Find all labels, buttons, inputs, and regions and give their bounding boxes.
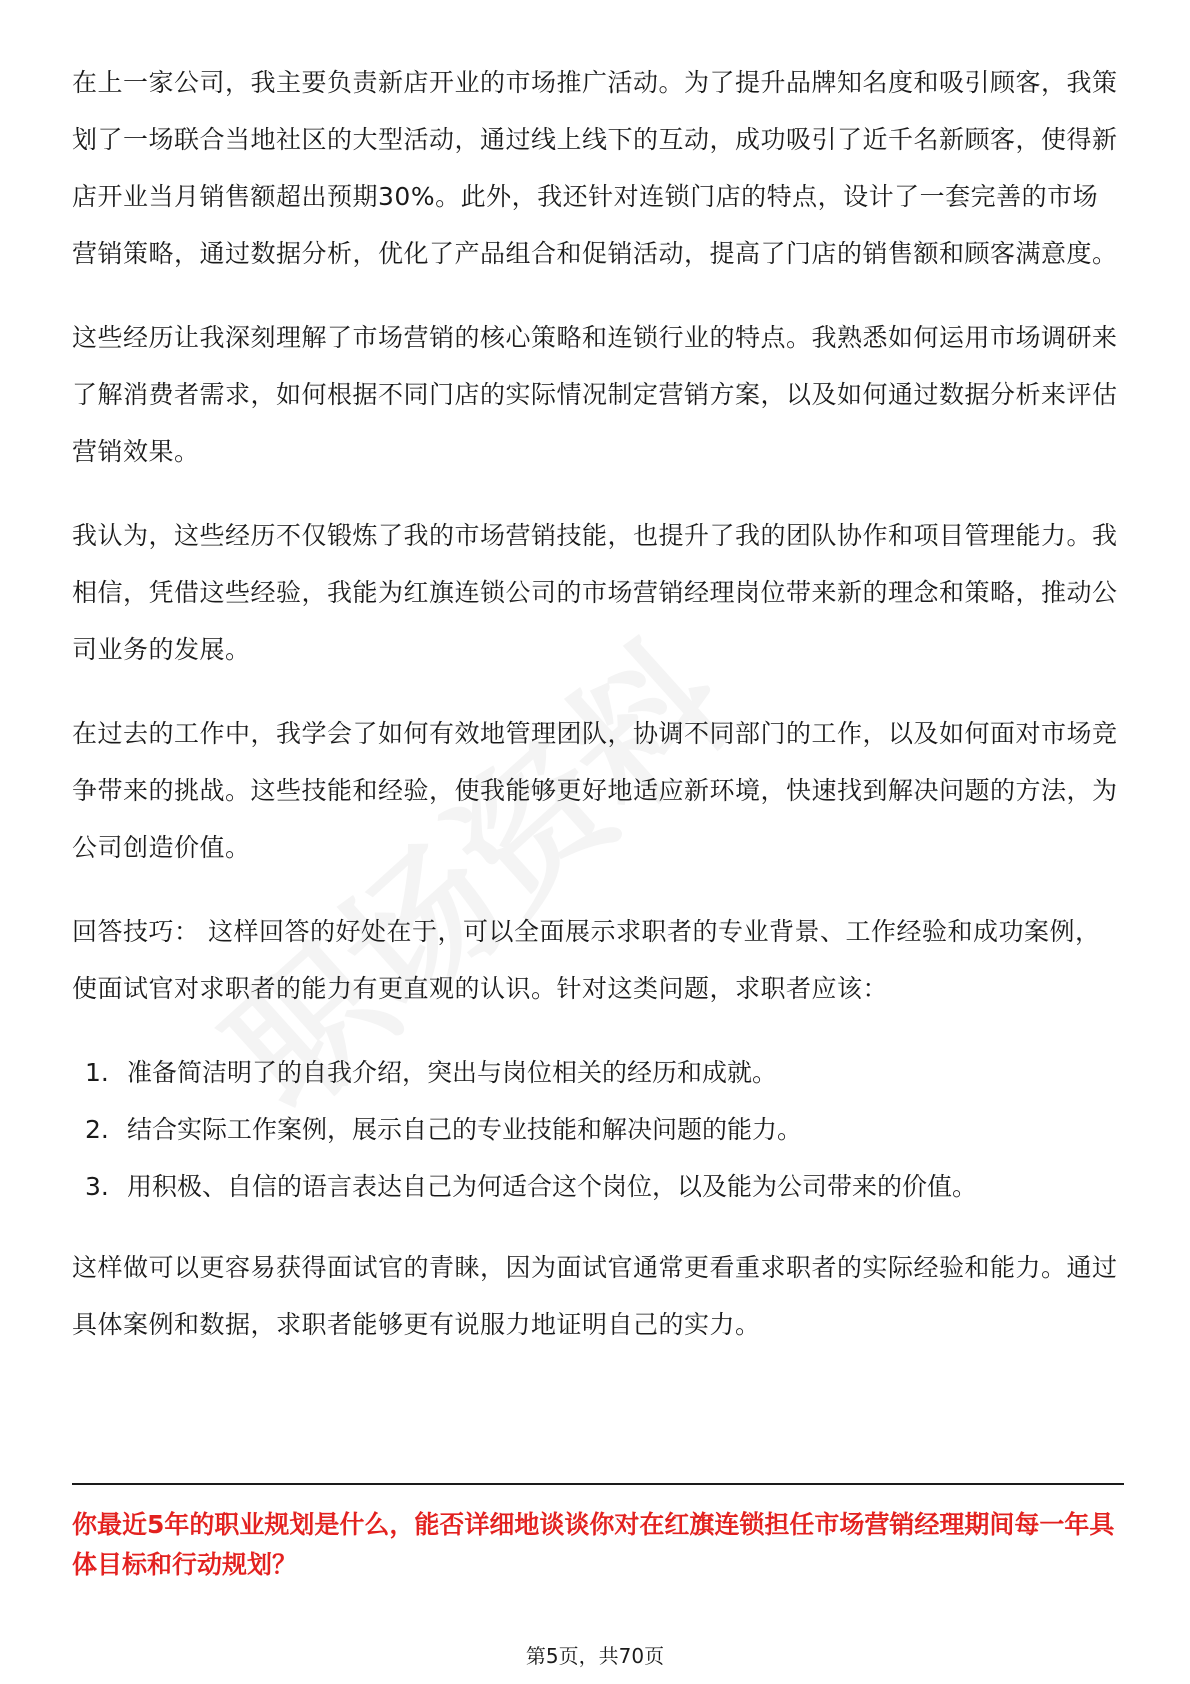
list-item-number: 3.: [85, 1172, 109, 1201]
section-divider: [72, 1483, 1124, 1485]
list-item-number: 1.: [85, 1058, 109, 1087]
page-content: [72, 54, 1122, 1380]
paragraph-understanding: 这些经历让我深刻理解了市场营销的核心策略和连锁行业的特点。我熟悉如何运用市场调研来了解消费者需求，如何根据不同门店的实际情况制定营销方案，以及如何通过数据分析来评估营销效果。: [72, 323, 1118, 466]
list-item: [72, 1101, 1122, 1158]
list-item-text: 结合实际工作案例，展示自己的专业技能和解决问题的能力。: [127, 1115, 803, 1144]
list-item-number: 2.: [85, 1115, 109, 1144]
paragraph-past-work: 在过去的工作中，我学会了如何有效地管理团队，协调不同部门的工作，以及如何面对市场竞争带来的挑战。这些技能和经验，使我能够更好地适应新环境，快速找到解决问题的方法，为公司创造价值。: [72, 719, 1118, 862]
paragraph-skills: 我认为，这些经历不仅锻炼了我的市场营销技能，也提升了我的团队协作和项目管理能力。我相信，凭借这些经验，我能为红旗连锁公司的市场营销经理岗位带来新的理念和策略，推动公司业务的发展。: [72, 521, 1118, 664]
tips-list: [72, 1044, 1122, 1215]
tips-intro: 回答技巧： 这样回答的好处在于，可以全面展示求职者的专业背景、工作经验和成功案例，使面试官对求职者的能力有更直观的认识。针对这类问题，求职者应该：: [72, 917, 1101, 1003]
paragraph-experience: 在上一家公司，我主要负责新店开业的市场推广活动。为了提升品牌知名度和吸引顾客，我策划了一场联合当地社区的大型活动，通过线上线下的互动，成功吸引了近千名新顾客，使得新店开业当月销售额超出预期30%。此外，我还针对连锁门店的特点，设计了一套完善的市场营销策略，通过数据分析，优化了产品组合和促销活动，提高了门店的销售额和顾客满意度。: [72, 68, 1118, 268]
next-question-heading: 你最近5年的职业规划是什么，能否详细地谈谈你对在红旗连锁担任市场营销经理期间每一年具体目标和行动规划？: [72, 1510, 1115, 1579]
list-item: [72, 1158, 1122, 1215]
list-item-text: 准备简洁明了的自我介绍，突出与岗位相关的经历和成就。: [127, 1058, 778, 1087]
page-number-footer: 第5页，共70页: [525, 1644, 665, 1668]
list-item: [72, 1044, 1122, 1101]
list-item-text: 用积极、自信的语言表达自己为何适合这个岗位，以及能为公司带来的价值。: [127, 1172, 978, 1201]
paragraph-conclusion: 这样做可以更容易获得面试官的青睐，因为面试官通常更看重求职者的实际经验和能力。通过具体案例和数据，求职者能够更有说服力地证明自己的实力。: [72, 1253, 1118, 1339]
